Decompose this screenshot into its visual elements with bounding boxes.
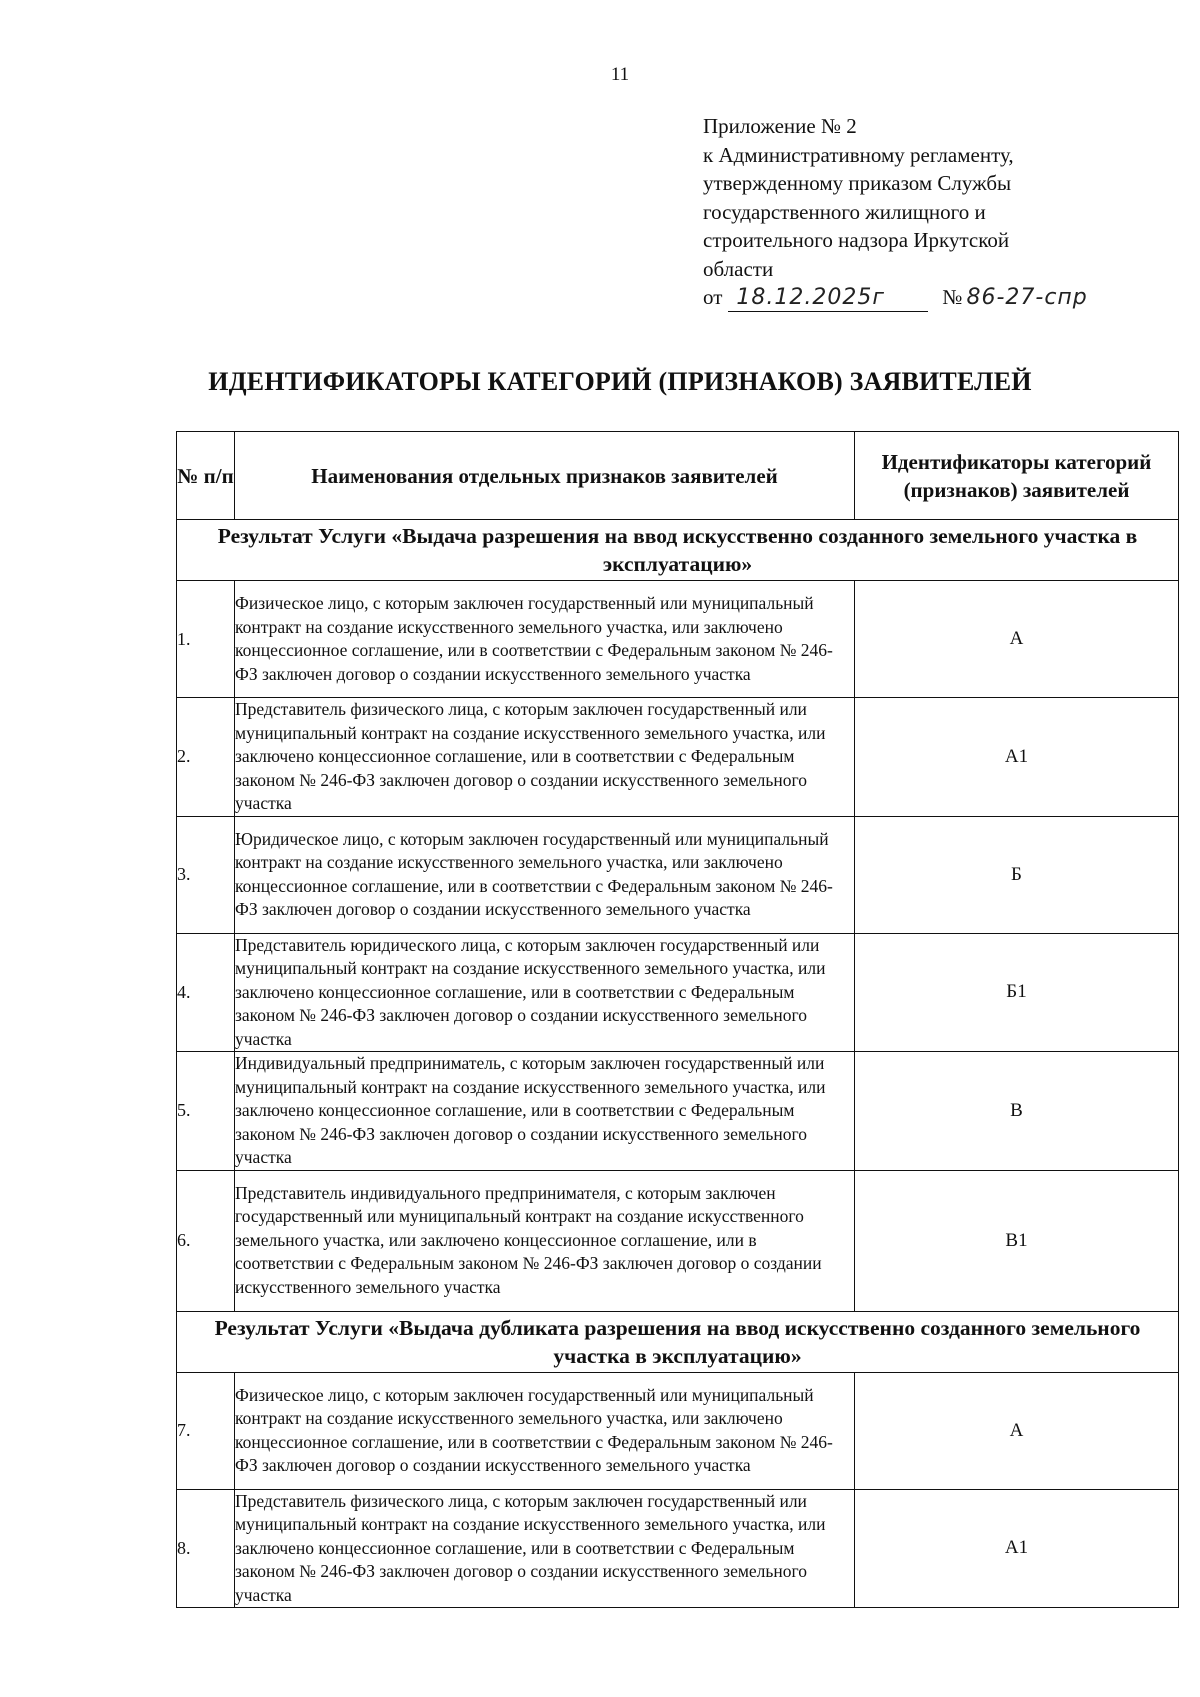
table-row bbox=[177, 1372, 1179, 1489]
order-date-number-line bbox=[703, 283, 1153, 312]
row-number: 6. bbox=[177, 1170, 235, 1311]
section-title: Результат Услуги «Выдача разрешения на ввод искусственно созданного земельного участка в эксплуатацию» bbox=[177, 520, 1179, 581]
document-title: ИДЕНТИФИКАТОРЫ КАТЕГОРИЙ (ПРИЗНАКОВ) ЗАЯВИТЕЛЕЙ bbox=[208, 367, 1032, 396]
row-description: Физическое лицо, с которым заключен государственный или муниципальный контракт на создание искусственного земельного участка, или заключено концессионное соглашение, или в соответствии с Федеральным законом № 246-ФЗ заключен договор о создании искусственного земельного участка bbox=[235, 581, 855, 698]
row-identifier: Б bbox=[855, 816, 1179, 933]
row-description: Представитель физического лица, с которым заключен государственный или муниципальный контракт на создание искусственного земельного участка, или заключено концессионное соглашение, или в соответствии с Федеральным законом № 246-ФЗ заключен договор о создании искусственного земельного участка bbox=[235, 1489, 855, 1608]
handwritten-date: 18.12.2025г bbox=[728, 286, 928, 312]
row-number: 4. bbox=[177, 933, 235, 1052]
header-num: № п/п bbox=[177, 432, 235, 520]
header-name: Наименования отдельных признаков заявителей bbox=[235, 432, 855, 520]
number-prefix: № bbox=[942, 285, 963, 309]
table-row bbox=[177, 933, 1179, 1052]
section-row bbox=[177, 1311, 1179, 1372]
row-identifier: А1 bbox=[855, 1489, 1179, 1608]
row-description: Физическое лицо, с которым заключен государственный или муниципальный контракт на создание искусственного земельного участка, или заключено концессионное соглашение, или в соответствии с Федеральным законом № 246-ФЗ заключен договор о создании искусственного земельного участка bbox=[235, 1372, 855, 1489]
row-description: Юридическое лицо, с которым заключен государственный или муниципальный контракт на создание искусственного земельного участка, или заключено концессионное соглашение, или в соответствии с Федеральным законом № 246-ФЗ заключен договор о создании искусственного земельного участка bbox=[235, 816, 855, 933]
table-row bbox=[177, 1170, 1179, 1311]
row-description: Представитель физического лица, с которым заключен государственный или муниципальный контракт на создание искусственного земельного участка, или заключено концессионное соглашение, или в соответствии с Федеральным законом № 246-ФЗ заключен договор о создании искусственного земельного участка bbox=[235, 698, 855, 817]
section-row bbox=[177, 520, 1179, 581]
row-number: 2. bbox=[177, 698, 235, 817]
table-row bbox=[177, 581, 1179, 698]
row-number: 5. bbox=[177, 1052, 235, 1171]
row-identifier: А bbox=[855, 1372, 1179, 1489]
appendix-line: области bbox=[703, 256, 774, 281]
appendix-line: строительного надзора Иркутской bbox=[703, 228, 1010, 252]
handwritten-order-number: 86-27-спр bbox=[966, 285, 1088, 310]
table-row bbox=[177, 1052, 1179, 1171]
row-identifier: А1 bbox=[855, 698, 1179, 817]
appendix-line: государственного жилищного и bbox=[703, 199, 986, 224]
row-description: Представитель индивидуального предпринимателя, с которым заключен государственный или муниципальный контракт на создание искусственного земельного участка, или заключено концессионное соглашение, или в соответствии с Федеральным законом № 246-ФЗ заключен договор о создании искусственного земельного участка bbox=[235, 1170, 855, 1311]
row-identifier: Б1 bbox=[855, 933, 1179, 1052]
row-description: Индивидуальный предприниматель, с которым заключен государственный или муниципальный контракт на создание искусственного земельного участка, или заключено концессионное соглашение, или в соответствии с Федеральным законом № 246-ФЗ заключен договор о создании искусственного земельного участка bbox=[235, 1052, 855, 1171]
appendix-header bbox=[703, 112, 1153, 312]
appendix-line: утвержденному приказом Службы bbox=[703, 171, 1012, 195]
row-number: 3. bbox=[177, 816, 235, 933]
row-identifier: В1 bbox=[855, 1170, 1179, 1311]
row-identifier: А bbox=[855, 581, 1179, 698]
appendix-line: Приложение № 2 bbox=[703, 114, 857, 138]
row-number: 1. bbox=[177, 581, 235, 698]
page-number: 11 bbox=[610, 64, 630, 85]
applicant-categories-table bbox=[176, 431, 1179, 1608]
table-row bbox=[177, 816, 1179, 933]
section-title: Результат Услуги «Выдача дубликата разрешения на ввод искусственно созданного земельного участка в эксплуатацию» bbox=[177, 1311, 1179, 1372]
table-row bbox=[177, 698, 1179, 817]
row-description: Представитель юридического лица, с которым заключен государственный или муниципальный контракт на создание искусственного земельного участка, или заключено концессионное соглашение, или в соответствии с Федеральным законом № 246-ФЗ заключен договор о создании искусственного земельного участка bbox=[235, 933, 855, 1052]
table-header-row bbox=[177, 432, 1179, 520]
table-row bbox=[177, 1489, 1179, 1608]
row-identifier: В bbox=[855, 1052, 1179, 1171]
row-number: 8. bbox=[177, 1489, 235, 1608]
row-number: 7. bbox=[177, 1372, 235, 1489]
date-prefix: от bbox=[703, 285, 723, 309]
header-identifier: Идентификаторы категорий (признаков) заявителей bbox=[855, 432, 1179, 520]
appendix-line: к Административному регламенту, bbox=[703, 142, 1014, 167]
